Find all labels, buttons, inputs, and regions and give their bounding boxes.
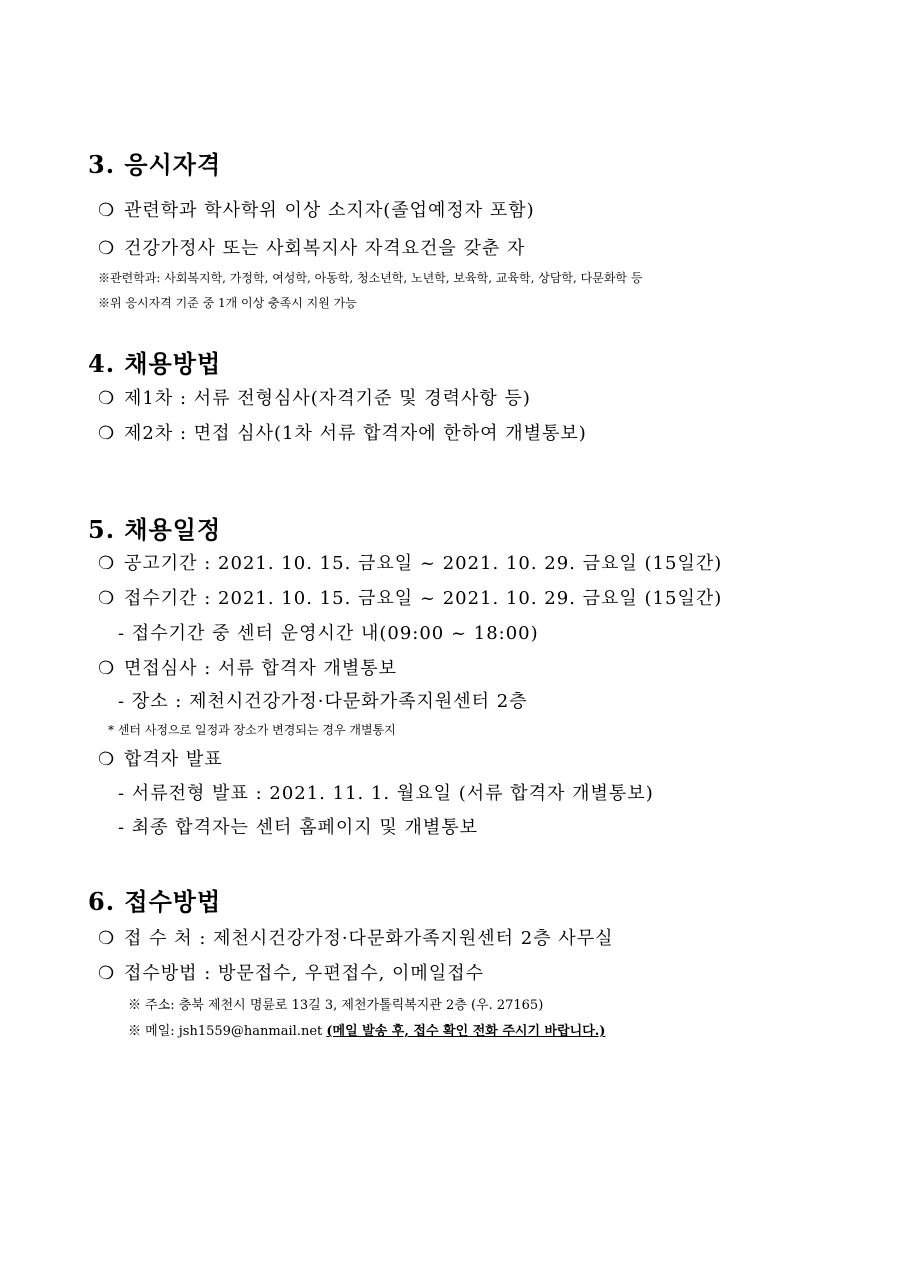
circle-bullet-icon: ❍ [98, 963, 116, 984]
circle-bullet-icon: ❍ [98, 928, 116, 949]
section-5-item-4 [98, 745, 223, 771]
item-text: 관련학과 학사학위 이상 소지자(졸업예정자 포함) [124, 200, 535, 221]
section-6-note-address: ※ 주소: 충북 제천시 명륜로 13길 3, 제천가톨릭복지관 2층 (우. 27165) [128, 998, 544, 1013]
circle-bullet-icon: ❍ [98, 238, 116, 259]
section-5-item-3 [98, 654, 397, 680]
item-text: 접수기간 : 2021. 10. 15. 금요일 ~ 2021. 10. 29. 금요일 (15일간) [124, 588, 723, 609]
section-5-sub-document-result: - 서류전형 발표 : 2021. 11. 1. 월요일 (서류 합격자 개별통보) [118, 783, 654, 804]
section-5-sub-location: - 장소 : 제천시건강가정·다문화가족지원센터 2층 [118, 691, 528, 712]
circle-bullet-icon: ❍ [98, 423, 116, 444]
section-3-item-2 [98, 234, 525, 260]
item-text: 면접심사 : 서류 합격자 개별통보 [124, 658, 397, 679]
section-6-item-1 [98, 924, 614, 950]
section-3-note-2: ※위 응시자격 기준 중 1개 이상 충족시 지원 가능 [98, 296, 357, 310]
item-text: 제2차 : 면접 심사(1차 서류 합격자에 한하여 개별통보) [124, 423, 587, 444]
section-4-item-2 [98, 419, 587, 445]
item-text: 건강가정사 또는 사회복지사 자격요건을 갖춘 자 [124, 238, 526, 259]
item-text: 제1차 : 서류 전형심사(자격기준 및 경력사항 등) [124, 388, 531, 409]
email-emphasis: (메일 발송 후, 접수 확인 전화 주시기 바랍니다.) [326, 1024, 606, 1039]
circle-bullet-icon: ❍ [98, 658, 116, 679]
circle-bullet-icon: ❍ [98, 749, 116, 770]
circle-bullet-icon: ❍ [98, 388, 116, 409]
item-text: 접 수 처 : 제천시건강가정·다문화가족지원센터 2층 사무실 [124, 928, 614, 949]
circle-bullet-icon: ❍ [98, 200, 116, 221]
section-5-sub-final-result: - 최종 합격자는 센터 홈페이지 및 개별통보 [118, 817, 479, 838]
section-5-item-2 [98, 584, 722, 610]
section-3-note-1: ※관련학과: 사회복지학, 가정학, 여성학, 아동학, 청소년학, 노년학, 보육학, 교육학, 상담학, 다문화학 등 [98, 271, 643, 285]
circle-bullet-icon: ❍ [98, 588, 116, 609]
section-5-title: 5. 채용일정 [88, 515, 222, 544]
email-address: ※ 메일: jsh1559@hanmail.net [128, 1024, 327, 1039]
section-3-title: 3. 응시자격 [88, 150, 222, 179]
item-text: 공고기간 : 2021. 10. 15. 금요일 ~ 2021. 10. 29. 금요일 (15일간) [124, 553, 723, 574]
section-5-sub-reception-hours: - 접수기간 중 센터 운영시간 내(09:00 ~ 18:00) [118, 623, 539, 644]
section-5-note: * 센터 사정으로 일정과 장소가 변경되는 경우 개별통지 [108, 723, 396, 737]
section-5-item-1 [98, 549, 722, 575]
section-6-item-2 [98, 959, 484, 985]
section-4-title: 4. 채용방법 [88, 349, 222, 378]
item-text: 합격자 발표 [124, 749, 223, 770]
item-text: 접수방법 : 방문접수, 우편접수, 이메일접수 [124, 963, 484, 984]
section-4-item-1 [98, 384, 531, 410]
circle-bullet-icon: ❍ [98, 553, 116, 574]
section-6-note-email [128, 1020, 605, 1039]
section-3-item-1 [98, 196, 535, 222]
section-6-title: 6. 접수방법 [88, 887, 222, 916]
